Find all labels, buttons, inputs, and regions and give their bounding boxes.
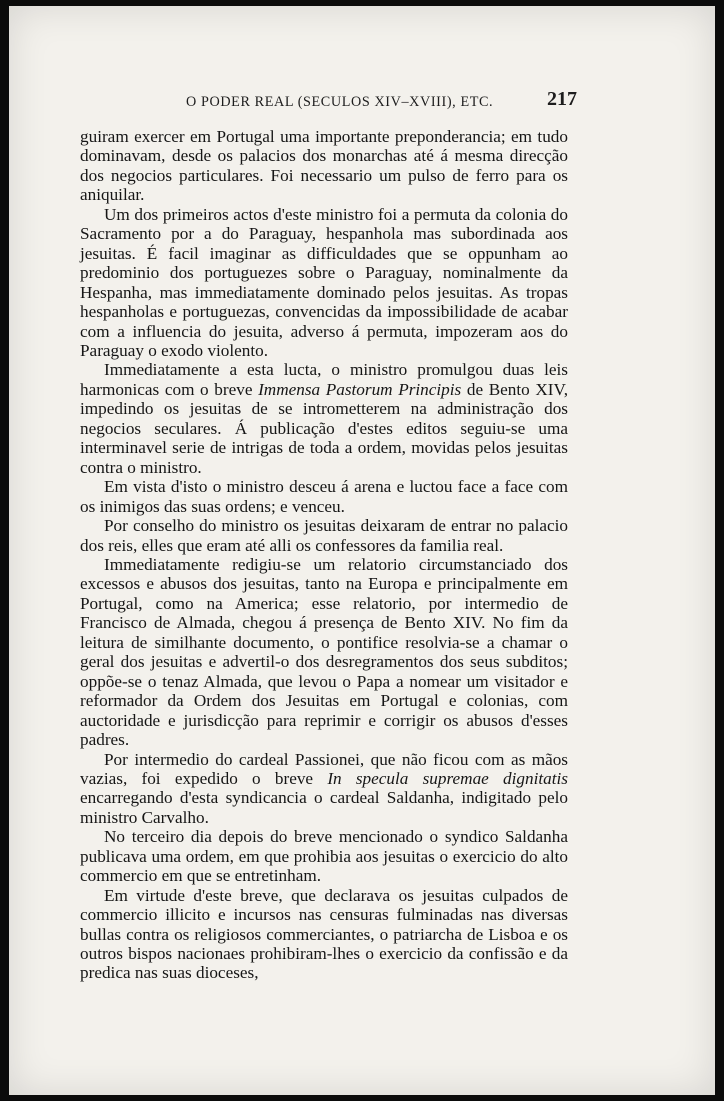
paragraph-5 [80,516,568,555]
paragraph-7 [80,750,568,828]
paragraph-text-before: Immediatamente a esta lucta, o ministro promulgou duas leis harmonicas com o breve [80,360,568,399]
paragraph-text-after: de Bento XIV, impedindo os jesuitas de se intrometterem na administração dos negocios seculares. Á publicação d'estes editos seguiu-se uma interminavel serie de intrigas de toda a ordem, movidas pelos jesuitas contra o ministro. [80,379,569,477]
paragraph-text: No terceiro dia depois do breve mencionado o syndico Saldanha publicava uma ordem, em que prohibia aos jesuitas o exercicio do alto commercio em que se entretinham. [80,827,568,886]
running-title: O PODER REAL (SECULOS XIV–XVIII), ETC. [186,94,494,110]
paragraph-4 [80,477,568,516]
paragraph-text: Em virtude d'este breve, que declarava os jesuitas culpados de commercio illicito e incursos nas censuras fulminadas nas diversas bullas contra os religiosos commerciantes, o patriarcha de Lisboa e os outros bispos nacionaes prohibiram-lhes o exercicio da confissão e da predica nas suas dioceses, [80,885,568,983]
paragraph-text: Um dos primeiros actos d'este ministro foi a permuta da colonia do Sacramento por a do Paraguay, hespanhola mas subordinada aos jesuitas. É facil imaginar as difficuldades que se oppunham ao predominio dos portuguezes sobre o Paraguay, nominalmente da Hespanha, mas immediatamente dominado pelos jesuitas. As tropas hespanholas e portuguezas, convencidas da impossibilidade de acabar com a influencia do jesuita, adverso á permuta, impozeram aos do Paraguay o exodo violento. [80,204,568,360]
paragraph-2 [80,205,568,361]
paragraph-text: Por conselho do ministro os jesuitas deixaram de entrar no palacio dos reis, elles que eram até alli os confessores da familia real. [80,516,568,555]
paragraph-1 [80,127,568,205]
paragraph-text: Immediatamente redigiu-se um relatorio circumstanciado dos excessos e abusos dos jesuitas, tanto na Europa e principalmente em Portugal, como na America; esse relatorio, por intermedio de Francisco de Almada, chegou á presença de Bento XIV. No fim da leitura de similhante documento, o pontifice resolvia-se a chamar o geral dos jesuitas e advertil-o dos desregramentos dos seus subditos; oppõe-se o tenaz Almada, que levou o Papa a nomear um visitador e reformador da Ordem dos Jesuitas em Portugal e colonias, com auctoridade e jurisdicção para reprimir e corrigir os abusos d'esses padres. [80,554,568,750]
running-head [83,88,577,114]
paragraph-6 [80,555,568,750]
paragraph-8 [80,827,568,885]
paragraph-text: guiram exercer em Portugal uma importante preponderancia; em tudo dominavam, desde os palacios dos monarchas até á mesma direcção dos negocios particulares. Foi necessario um pulso de ferro para os aniquilar. [80,127,568,205]
paragraph-text-after: encarregando d'esta syndicancia o cardeal Saldanha, indigitado pelo ministro Carvalho. [80,788,568,827]
paragraph-text: Em vista d'isto o ministro desceu á arena e luctou face a face com os inimigos das suas ordens; e venceu. [80,477,568,516]
paragraph-9 [80,886,568,983]
body-text [80,127,568,983]
breve-title-in-specula: In specula supremae dignitatis [327,768,568,788]
paragraph-text-before: Por intermedio do cardeal Passionei, que não ficou com as mãos vazias, foi expedido o breve [80,749,568,788]
paragraph-3 [80,360,568,477]
breve-title-immensa: Immensa Pastorum Principis [258,379,462,399]
page-number: 217 [547,88,577,110]
